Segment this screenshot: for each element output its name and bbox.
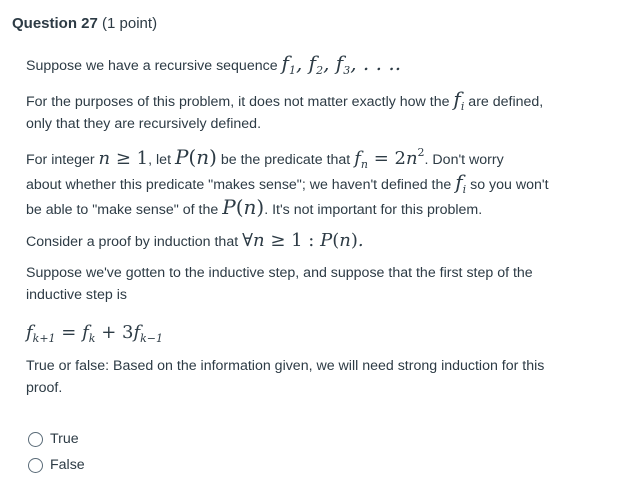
math-fi: $f_i$ <box>453 87 465 113</box>
text: Suppose we have a recursive sequence <box>26 58 282 74</box>
text: about whether this predicate "makes sense"; we haven't defined the <box>26 177 456 193</box>
paragraph-induction <box>26 230 364 253</box>
paragraph-sequence <box>26 52 401 77</box>
radio-false[interactable] <box>28 458 43 473</box>
option-false-label[interactable]: False <box>50 457 85 473</box>
text: . It's not important for this problem. <box>264 202 483 218</box>
text: be able to "make sense" of the <box>26 202 223 218</box>
paragraph-true-false <box>26 355 544 399</box>
text: . Don't worry <box>424 152 504 168</box>
paragraph-predicate <box>26 146 549 221</box>
text: so you won't <box>466 177 549 193</box>
text: For integer <box>26 152 99 168</box>
math-Pn: P(n) <box>222 195 265 219</box>
math-forall: ∀n ≥ 1 : P(n). <box>242 230 364 251</box>
math-Pn: P(n) <box>174 145 217 169</box>
option-true[interactable] <box>28 426 85 452</box>
answer-options <box>28 426 85 478</box>
text: Suppose we've gotten to the inductive step, and suppose that the first step of the <box>26 265 533 281</box>
radio-true[interactable] <box>28 432 43 447</box>
text: only that they are recursively defined. <box>26 116 262 132</box>
text: True or false: Based on the information given, we will need strong induction for this <box>26 358 545 374</box>
paragraph-inductive-step <box>26 262 533 306</box>
text: be the predicate that <box>216 152 355 168</box>
text: Consider a proof by induction that <box>26 234 243 250</box>
math-recurrence: $f_{k+1} = f_k + 3f_{k-1}$ <box>26 322 164 345</box>
question-points: (1 point) <box>102 15 158 32</box>
option-true-label[interactable]: True <box>50 431 79 447</box>
math-fn-eq: $f_n = 2n^2$ <box>354 146 425 171</box>
text: inductive step is <box>26 287 127 303</box>
question-header <box>12 15 157 32</box>
math-sequence: $f_1$, $f_2$, $f_3$, . . .. <box>281 51 402 77</box>
math-fi: $f_i$ <box>455 170 467 196</box>
question-title: Question 27 <box>12 15 98 32</box>
math-n-geq-1: n ≥ 1 <box>98 148 149 169</box>
text: are defined, <box>464 94 544 110</box>
text: For the purposes of this problem, it does not matter exactly how the <box>26 94 454 110</box>
option-false[interactable] <box>28 452 85 478</box>
text: , let <box>148 152 175 168</box>
paragraph-purpose <box>26 88 543 135</box>
text: proof. <box>26 380 63 396</box>
